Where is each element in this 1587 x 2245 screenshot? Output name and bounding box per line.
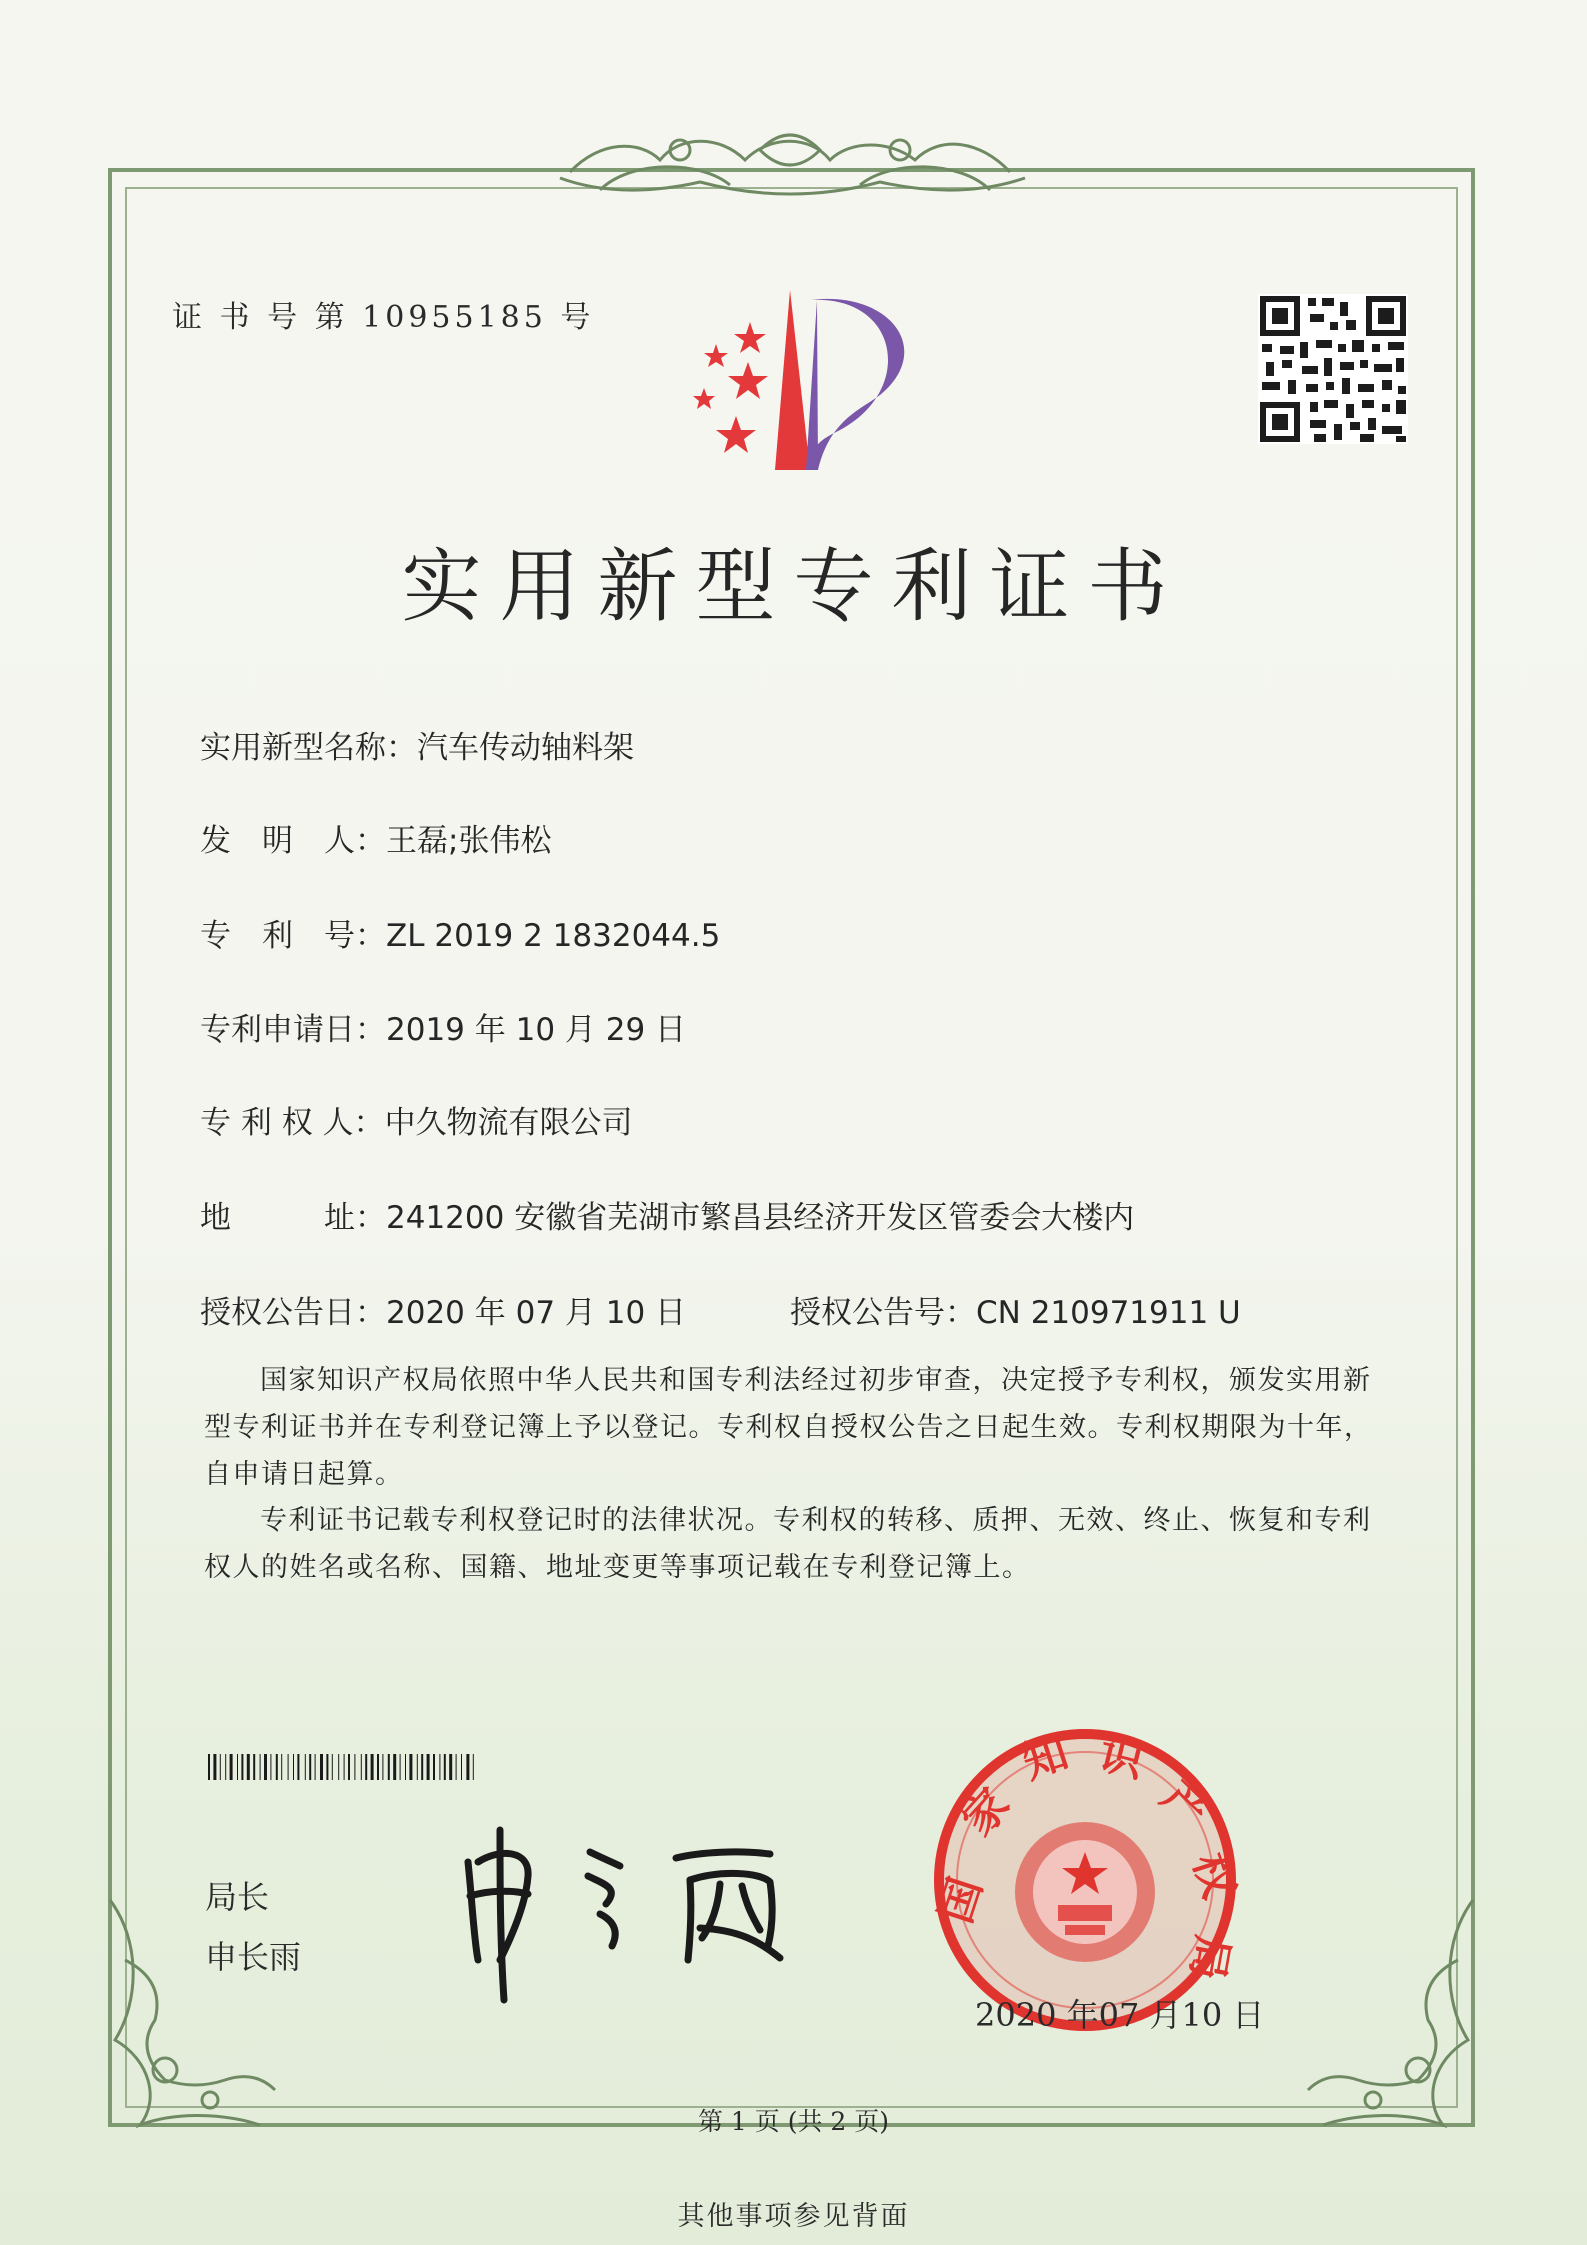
field-label: 专利申请日： — [200, 1012, 386, 1048]
field-patentee — [200, 1097, 633, 1142]
field-patent-number — [200, 910, 720, 955]
qr-code-icon — [1258, 294, 1408, 444]
svg-text:局: 局 — [1180, 1931, 1239, 1984]
svg-text:知: 知 — [1016, 1727, 1075, 1790]
field-value: 中久物流有限公司 — [384, 1105, 633, 1141]
top-ornament — [560, 135, 1025, 194]
certificate-number: 证 书 号 第 10955185 号 — [172, 300, 595, 335]
field-label: 授权公告日： — [200, 1295, 386, 1331]
cnipa-logo-icon — [693, 290, 904, 470]
paragraph-legal-status: 专利证书记载专利权登记时的法律状况。专利权的转移、质押、无效、终止、恢复和专利权人的姓名或名称、国籍、地址变更等事项记载在专利登记簿上。 — [204, 1505, 1372, 1583]
svg-text:产: 产 — [1151, 1770, 1219, 1839]
barcode-icon — [208, 1754, 474, 1780]
field-label: 专 利 权 人： — [200, 1105, 385, 1141]
field-inventor — [200, 815, 551, 860]
field-grant-announcement-number — [790, 1287, 1241, 1332]
director-name: 申长雨 — [205, 1938, 302, 1976]
field-utility-model-name — [200, 722, 634, 767]
certificate-title: 实用新型专利证书 — [401, 540, 1186, 633]
state-emblem-icon — [930, 1727, 1245, 2026]
field-address — [200, 1192, 1134, 1237]
field-value: 汽车传动轴料架 — [417, 730, 634, 766]
field-value: 2019 年 10 月 29 日 — [386, 1012, 687, 1048]
field-value: 王磊;张伟松 — [386, 823, 552, 859]
page-number: 第 1 页 (共 2 页) — [697, 2107, 890, 2136]
seal-date: 2020 年07 月10 日 — [975, 1996, 1265, 2034]
field-value: 2020 年 07 月 10 日 — [386, 1295, 687, 1331]
field-grant-announcement-date — [200, 1287, 686, 1332]
paragraph-grant-statement: 国家知识产权局依照中华人民共和国专利法经过初步审查，决定授予专利权，颁发实用新型专利证书并在专利登记簿上予以登记。专利权自授权公告之日起生效。专利权期限为十年，自申请日起算。 — [204, 1365, 1373, 1490]
field-value: CN 210971911 U — [976, 1295, 1241, 1331]
field-label: 发 明 人： — [200, 823, 386, 859]
field-value: ZL 2019 2 1832044.5 — [386, 918, 721, 954]
field-label: 实用新型名称： — [200, 730, 417, 766]
signature — [468, 1830, 780, 2000]
back-note: 其他事项参见背面 — [677, 2201, 910, 2232]
field-value: 241200 安徽省芜湖市繁昌县经济开发区管委会大楼内 — [386, 1200, 1135, 1236]
bottom-right-ornament — [1308, 1900, 1473, 2125]
field-application-date — [200, 1004, 686, 1049]
field-label: 专 利 号： — [200, 918, 386, 954]
svg-text:识: 识 — [1093, 1727, 1150, 1788]
director-title: 局长 — [205, 1878, 270, 1916]
field-label: 地 址： — [200, 1200, 386, 1236]
svg-text:权: 权 — [1182, 1846, 1245, 1905]
svg-text:国: 国 — [930, 1871, 993, 1930]
field-label: 授权公告号： — [790, 1295, 976, 1331]
svg-text:家: 家 — [952, 1778, 1020, 1846]
